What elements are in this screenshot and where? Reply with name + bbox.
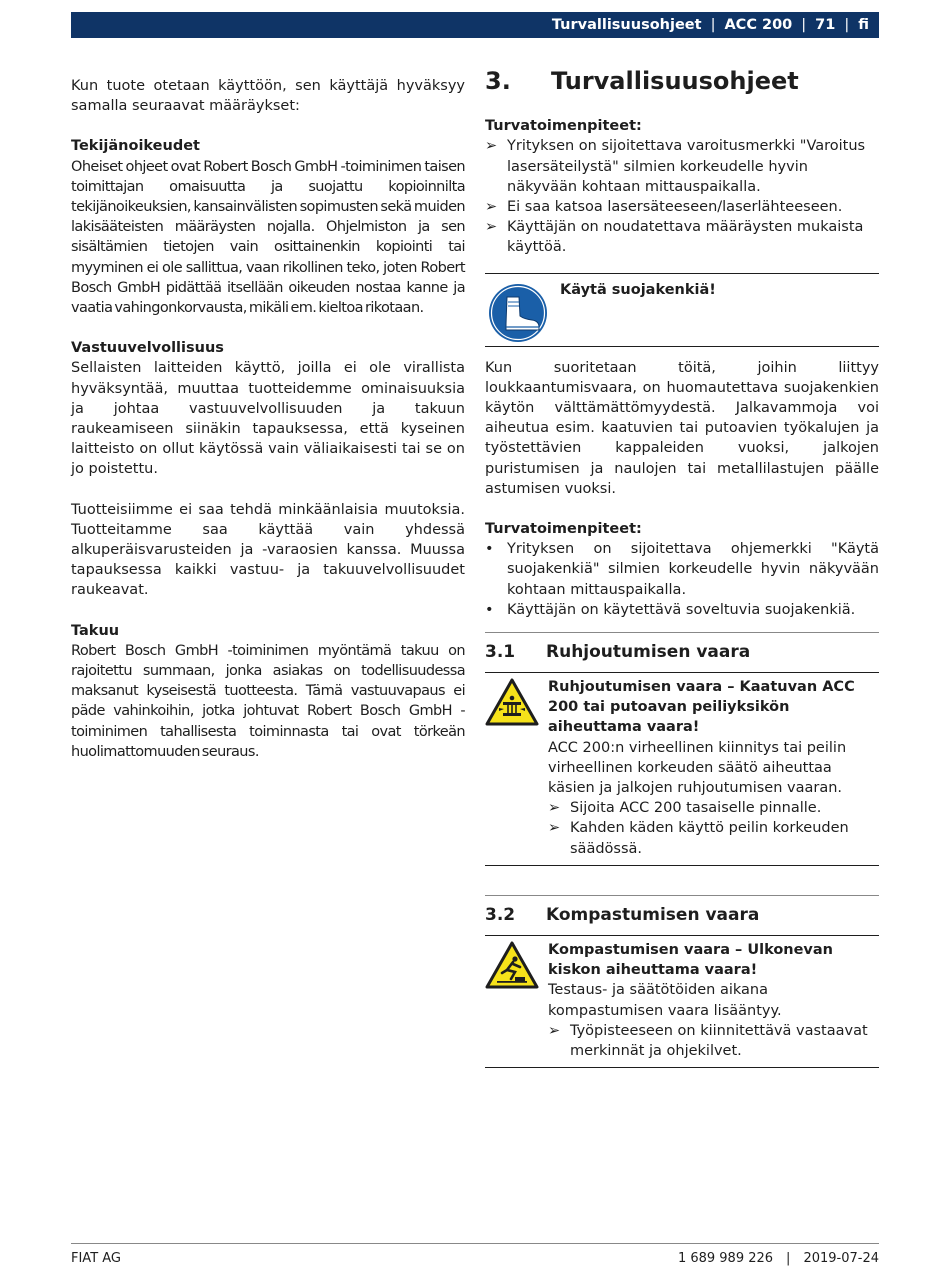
arrow-bullet-icon: ➢	[548, 820, 561, 837]
footer-date: 2019-07-24	[803, 1251, 879, 1266]
copyright-paragraph: Oheiset ohjeet ovat Robert Bosch GmbH -toiminimen taisen toimittajan omaisuutta ja suojattu kopioinnilta tekijänoikeuksien, kansainvälisten sopimusten sekä muiden lakisääteisten määräysten nojalla. Ohjelmiston ja sen sisältämien tietojen vain osittainenkin kopiointi tai myyminen ei ole sallittua, vaan rikollinen teko, joten Robert Bosch GmbH pidättää itsellään oikeuden nostaa kanne ja vaatia vahingonkorvausta, mikäli em. kieltoa rikotaan.	[71, 158, 465, 317]
bullet-icon: •	[485, 601, 494, 618]
list-item: ➢ Käyttäjän on noudatettava määräysten mukaista käyttöä.	[485, 219, 864, 256]
bullet-icon: •	[485, 541, 494, 558]
trip-hazard-warning-icon	[485, 940, 548, 1061]
header-product-name: ACC 200	[724, 17, 793, 33]
list-item: ➢ Työpisteeseen on kiinnitettävä vastaavat merkinnät ja ohjekilvet.	[548, 1022, 868, 1059]
header-separator: |	[710, 17, 716, 33]
footer-document-number: 1 689 989 226	[677, 1251, 774, 1266]
crush-warning-text: ACC 200:n virheellinen kiinnitys tai peilin virheellinen korkeuden säätö aiheuttaa käsien ja jalkojen ruhjoutumisen vaaran.	[548, 739, 847, 797]
measures-list	[485, 136, 879, 257]
header-separator: |	[801, 17, 807, 33]
crush-warning-title: Ruhjoutumisen vaara – Kaatuvan ACC 200 tai putoavan peiliyksikön aiheuttama vaara!	[548, 679, 855, 736]
measures-label: Turvatoimenpiteet:	[485, 118, 642, 135]
measures-list	[485, 539, 879, 620]
section-title: Ruhjoutumisen vaara	[546, 642, 751, 663]
safety-boot-icon	[488, 283, 548, 343]
trip-steps-list	[548, 1021, 879, 1061]
header-page-number: 71	[815, 17, 836, 33]
copyright-heading: Tekijänoikeudet	[71, 138, 200, 155]
warranty-heading: Takuu	[71, 622, 120, 639]
liability-paragraph: Sellaisten laitteiden käyttö, joilla ei ole virallista hyväksyntää, muuttaa tuotteidemme ominaisuuksia ja johtaa vastuuvelvollisuuden ja takuun raukeamiseen siinäkin tapauksessa, että kyseinen laitteisto on ollut käytössä vain väliaikaisesti tai se on jo poistettu.	[71, 360, 465, 478]
list-item: ➢ Kahden käden käyttö peilin korkeuden säädössä.	[548, 820, 849, 857]
header-separator: |	[844, 17, 850, 33]
safety-shoes-notice-box	[485, 273, 879, 347]
chapter-title: Turvallisuusohjeet	[551, 67, 799, 95]
crush-steps-list	[548, 798, 879, 859]
safety-shoes-notice-title: Käytä suojakenkiä!	[560, 281, 716, 298]
crush-warning-box	[485, 673, 879, 866]
warranty-paragraph: Robert Bosch GmbH -toiminimen myöntämä takuu on rajoitettu summaan, jonka asiakas on todellisuudessa maksanut kyseisestä tuotteesta. Tämä vastuuvapaus ei päde vahinkoihin, jotka johtuvat Robert Bosch GmbH -toiminimen tahallisesta toiminnasta tai ovat törkeän huolimattomuuden seuraus.	[71, 642, 465, 760]
list-item: • Yrityksen on sijoitettava ohjemerkki "Käytä suojakenkiä" silmien korkeudelle hyvin näkyvään kohtaan mittauspaikalla.	[485, 541, 879, 598]
arrow-bullet-icon: ➢	[485, 199, 498, 216]
section-title: Kompastumisen vaara	[546, 905, 760, 926]
chapter-number: 3.	[485, 67, 511, 95]
trip-warning-text: Testaus- ja säätötöiden aikana kompastumisen vaara lisääntyy.	[548, 982, 782, 1019]
left-column	[71, 76, 465, 762]
list-item: ➢ Sijoita ACC 200 tasaiselle pinnalle.	[548, 798, 879, 818]
crush-hazard-warning-icon	[485, 677, 548, 859]
section-heading-3-1	[485, 632, 879, 673]
footer-meta	[678, 1251, 879, 1266]
header-section-title: Turvallisuusohjeet	[551, 17, 702, 33]
right-column	[485, 67, 879, 1068]
list-item: ➢ Yrityksen on sijoitettava varoitusmerkki "Varoitus lasersäteilystä" silmien korkeudelle hyvin näkyvään kohtaan mittauspaikalla.	[485, 138, 866, 195]
chapter-heading	[485, 67, 879, 95]
trip-warning-box	[485, 936, 879, 1068]
list-item: ➢ Ei saa katsoa lasersäteeseen/laserlähteeseen.	[485, 197, 879, 217]
footer-company: FIAT AG	[71, 1251, 122, 1266]
section-heading-3-2	[485, 895, 879, 936]
list-item: • Käyttäjän on käytettävä soveltuvia suojakenkiä.	[485, 600, 879, 620]
arrow-bullet-icon: ➢	[485, 138, 498, 155]
modification-paragraph: Tuotteisiimme ei saa tehdä minkäänlaisia muutoksia. Tuotteitamme saa käyttää vain yhdessä alkuperäisvarusteiden ja -varaosien kanssa. Muussa tapauksessa kaikki vastuu- ja takuuvelvollisuudet raukeavat.	[71, 501, 465, 599]
footer-separator: |	[786, 1251, 791, 1266]
arrow-bullet-icon: ➢	[548, 1022, 561, 1039]
section-number: 3.1	[485, 642, 516, 663]
measures-label: Turvatoimenpiteet:	[485, 521, 642, 538]
trip-warning-title: Kompastumisen vaara – Ulkonevan kiskon aiheuttama vaara!	[548, 941, 833, 979]
safety-shoes-paragraph: Kun suoritetaan töitä, joihin liittyy loukkaantumisvaara, on huomautettava suojakenkien käytön välttämättömyydestä. Jalkavammoja voi aiheutua esim. kaatuvien tai putoavien työkalujen ja työstettävien kappaleiden vuoksi, jalkojen puristumisen ja naulojen tai metallilastujen päälle astumisen vuoksi.	[485, 359, 879, 497]
footer-divider	[71, 1243, 879, 1244]
page-header-bar	[71, 12, 879, 38]
trip-warning-content	[548, 940, 879, 1061]
header-language-code: fi	[858, 17, 869, 33]
section-number: 3.2	[485, 905, 516, 926]
intro-paragraph: Kun tuote otetaan käyttöön, sen käyttäjä hyväksyy samalla seuraavat määräykset:	[71, 78, 465, 115]
liability-heading: Vastuuvelvollisuus	[71, 340, 224, 357]
arrow-bullet-icon: ➢	[485, 219, 498, 236]
crush-warning-content	[548, 677, 879, 859]
arrow-bullet-icon: ➢	[548, 800, 561, 817]
